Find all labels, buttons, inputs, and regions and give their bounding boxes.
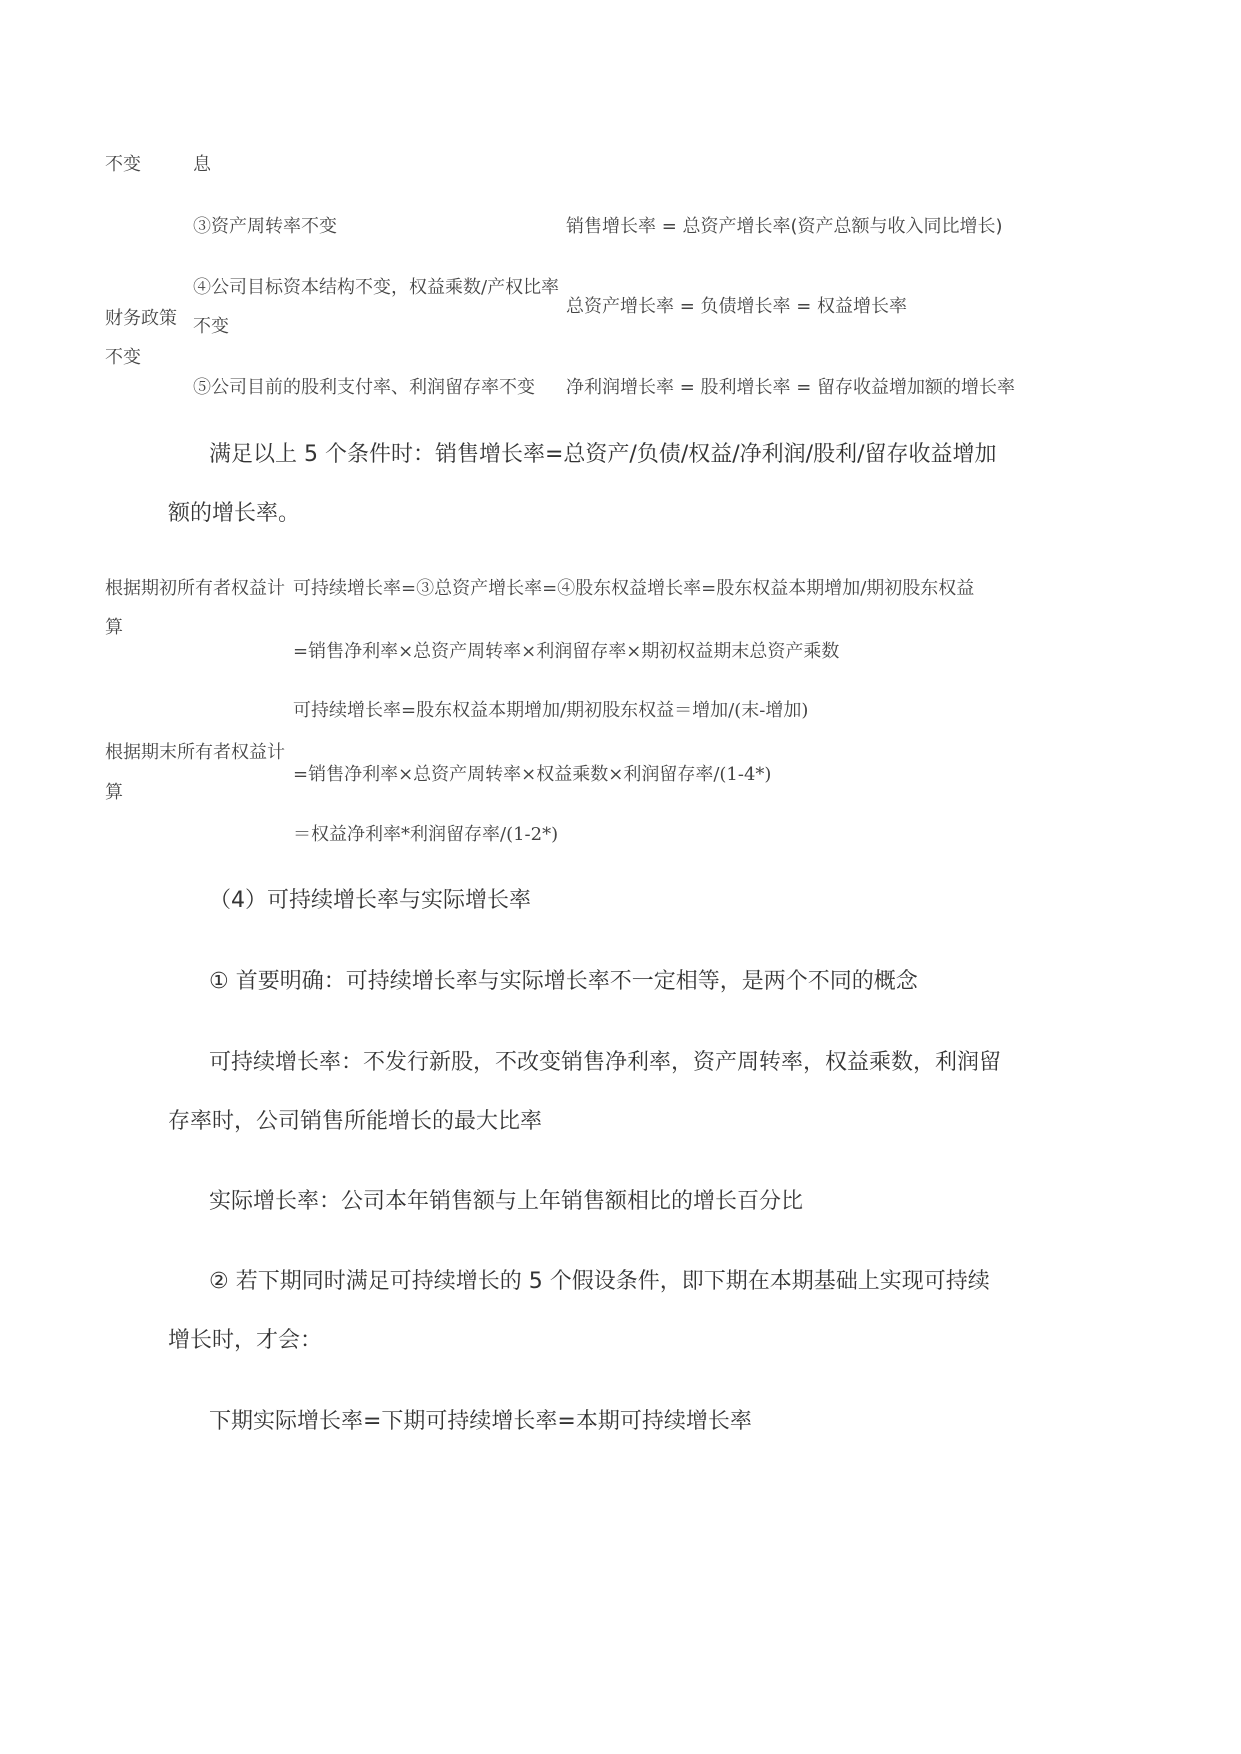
formula-5: 净利润增长率 = 股利增长率 = 留存收益增加额的增长率	[566, 377, 1016, 398]
condition-3: ③资产周转率不变	[193, 216, 337, 237]
section-heading: （4）可持续增长率与实际增长率	[209, 888, 531, 913]
label-closing-equity-line1: 根据期末所有者权益计	[105, 742, 285, 763]
formula-opening-line1: 可持续增长率=③总资产增长率=④股东权益增长率=股东权益本期增加/期初股东权益	[293, 578, 975, 599]
label-opening-equity-line2: 算	[105, 617, 123, 638]
definition-sustainable-line2: 存率时，公司销售所能增长的最大比率	[168, 1109, 543, 1134]
formula-opening-line2: =销售净利率×总资产周转率×利润留存率×期初权益期末总资产乘数	[293, 641, 840, 662]
definition-sustainable-line1: 可持续增长率：不发行新股，不改变销售净利率，资产周转率，权益乘数，利润留	[209, 1050, 1002, 1075]
row-cont-text: 息	[193, 154, 211, 175]
formula-closing-line1: 可持续增长率=股东权益本期增加/期初股东权益＝增加/(末-增加)	[293, 700, 809, 721]
summary-line1: 满足以上 5 个条件时：销售增长率=总资产/负债/权益/净利润/股利/留存收益增加	[209, 442, 997, 467]
point-2-line2: 增长时，才会：	[168, 1328, 323, 1353]
row-label-bubian: 不变	[105, 154, 141, 175]
point-1: ① 首要明确：可持续增长率与实际增长率不一定相等，是两个不同的概念	[209, 969, 918, 994]
group-label-unchanged: 不变	[105, 347, 141, 368]
label-closing-equity-line2: 算	[105, 782, 123, 803]
formula-3: 销售增长率 = 总资产增长率(资产总额与收入同比增长)	[566, 216, 1003, 237]
group-label-financial-policy: 财务政策	[105, 308, 177, 329]
condition-4-line1: ④公司目标资本结构不变，权益乘数/产权比率	[193, 277, 560, 298]
formula-closing-line2: =销售净利率×总资产周转率×权益乘数×利润留存率/(1-4*)	[293, 764, 772, 785]
definition-actual: 实际增长率：公司本年销售额与上年销售额相比的增长百分比	[209, 1189, 804, 1214]
condition-4-line2: 不变	[193, 316, 229, 337]
conclusion-formula: 下期实际增长率=下期可持续增长率=本期可持续增长率	[209, 1409, 752, 1434]
formula-4: 总资产增长率 = 负债增长率 = 权益增长率	[566, 296, 908, 317]
formula-closing-line3: ＝权益净利率*利润留存率/(1-2*)	[293, 824, 559, 845]
point-2-line1: ② 若下期同时满足可持续增长的 5 个假设条件，即下期在本期基础上实现可持续	[209, 1269, 990, 1294]
label-opening-equity-line1: 根据期初所有者权益计	[105, 578, 285, 599]
summary-line2: 额的增长率。	[168, 501, 301, 526]
condition-5: ⑤公司目前的股利支付率、利润留存率不变	[193, 377, 535, 398]
